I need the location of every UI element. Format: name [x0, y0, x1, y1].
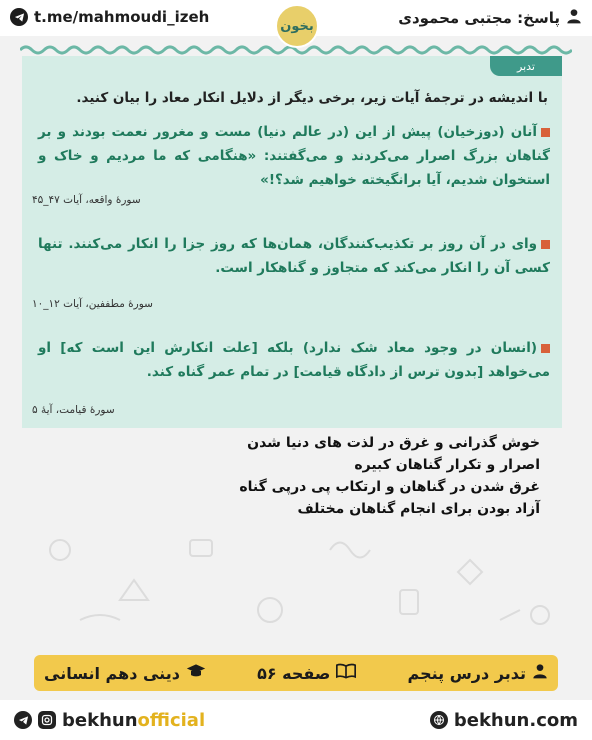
verse-1 [38, 120, 550, 192]
instagram-icon [38, 711, 56, 729]
logo-text: بخون [280, 18, 314, 34]
telegram-icon [14, 711, 32, 729]
bekhun-logo [275, 4, 319, 48]
answer-by-text: پاسخ: مجتبی محمودی [398, 9, 560, 27]
graduation-cap-icon [186, 663, 206, 683]
handle-text: bekhunofficial [62, 709, 206, 731]
telegram-channel-link[interactable] [10, 8, 209, 26]
verse-1-source: سورهٔ واقعه، آیات ۴۷_۴۵ [32, 194, 141, 206]
verse-2-source: سورهٔ مطففین، آیات ۱۲_۱۰ [32, 298, 153, 310]
bullet-icon [541, 344, 550, 353]
globe-icon [430, 711, 448, 729]
page-label: صفحه ۵۶ [257, 663, 356, 683]
answer-list [200, 432, 540, 520]
book-open-icon [336, 663, 356, 683]
answer-author [398, 8, 582, 28]
website-link[interactable] [430, 710, 578, 731]
bullet-icon [541, 240, 550, 249]
person-icon [532, 663, 548, 683]
telegram-icon [10, 8, 28, 26]
bottom-bar [0, 700, 592, 740]
verse-3-text: (انسان در وجود معاد شک ندارد) بلکه [علت انکارش این است که] او می‌خواهد [بدون ترس از دادگاه قیامت] در تمام عمر گناه کند. [38, 340, 550, 380]
background-doodles [20, 520, 572, 640]
social-handle[interactable] [14, 710, 205, 731]
book-label: دینی دهم انسانی [44, 663, 206, 683]
verse-2 [38, 232, 550, 280]
lesson-info-bar [34, 655, 558, 691]
answer-item-2: اصرار و تکرار گناهان کبیره [354, 457, 540, 473]
bullet-icon [541, 128, 550, 137]
verse-1-text: آنان (دوزخیان) پیش از این (در عالم دنیا) مست و مغرور نعمت بودند و بر گناهان بزرگ اصرار می‌کردند و می‌گفتند: «هنگامی که ما مردیم و خاک و استخوان شدیم، آیا برانگیخته خواهیم شد؟!» [38, 124, 550, 188]
lesson-label: تدبر درس پنجم [408, 663, 548, 683]
user-icon [566, 8, 582, 28]
answer-item-3: غرق شدن در گناهان و ارتکاب پی درپی گناه [239, 479, 540, 495]
verse-3 [38, 336, 550, 384]
verse-3-source: سورهٔ قیامت، آیهٔ ۵ [32, 404, 115, 416]
site-text: bekhun.com [453, 709, 578, 731]
channel-text: t.me/mahmoudi_izeh [34, 8, 210, 26]
card-intro: با اندیشه در ترجمهٔ آیات زیر، برخی دیگر از دلایل انکار معاد را بیان کنید. [76, 90, 548, 106]
answer-item-1: خوش گذرانی و غرق در لذت های دنیا شدن [247, 435, 540, 451]
verse-2-text: وای در آن روز بر تکذیب‌کنندگان، همان‌ها که روز جزا را انکار می‌کنند. تنها کسی آن را انکار می‌کند که متجاوز و گناهکار است. [38, 236, 550, 276]
textbook-card [22, 56, 562, 428]
section-tag: تدبر [490, 56, 562, 76]
answer-item-4: آزاد بودن برای انجام گناهان مختلف [297, 501, 540, 517]
